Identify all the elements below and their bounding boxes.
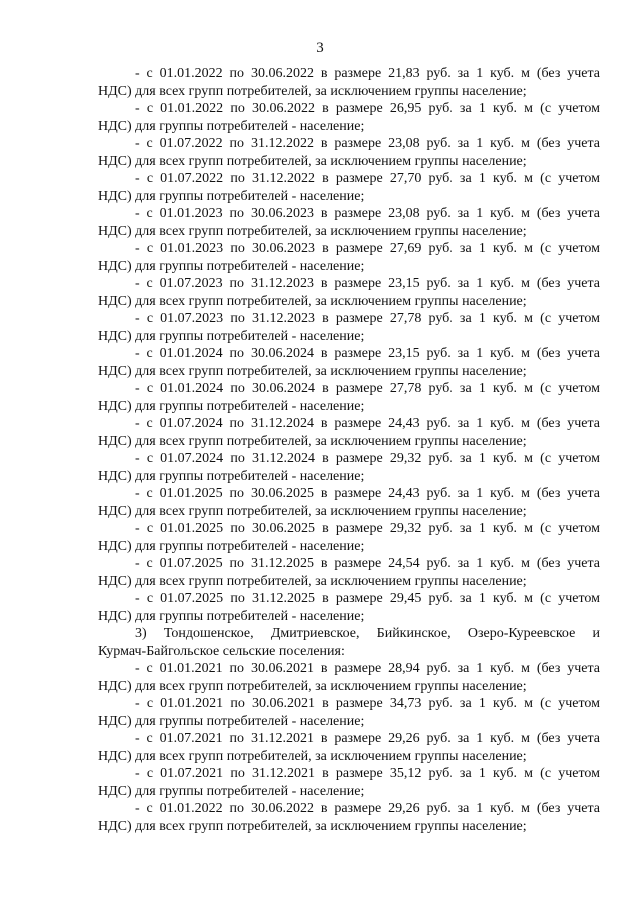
paragraph-line-first: - с 01.07.2021 по 31.12.2021 в размере 35,12 руб. за 1 куб. м (с учетом [135,766,600,781]
paragraph-line-first: 3) Тондошенское, Дмитриевское, Бийкинское, Озеро-Куреевское и [135,626,600,641]
paragraph-line-last: НДС) для группы потребителей - население; [98,538,365,554]
paragraph-line-first: - с 01.01.2022 по 30.06.2022 в размере 21,83 руб. за 1 куб. м (без учета [135,66,600,81]
paragraph-line-first: - с 01.07.2023 по 31.12.2023 в размере 23,15 руб. за 1 куб. м (без учета [135,276,600,291]
paragraph-line-first: - с 01.07.2024 по 31.12.2024 в размере 24,43 руб. за 1 куб. м (без учета [135,416,600,431]
paragraph-line-last: НДС) для группы потребителей - население; [98,328,365,344]
paragraph-line-first: - с 01.01.2021 по 30.06.2021 в размере 28,94 руб. за 1 куб. м (без учета [135,661,600,676]
paragraph-line-first: - с 01.07.2025 по 31.12.2025 в размере 29,45 руб. за 1 куб. м (с учетом [135,591,600,606]
paragraph-line-last: НДС) для группы потребителей - население; [98,188,365,204]
paragraph-line-last: НДС) для всех групп потребителей, за исключением группы население; [98,818,527,834]
paragraph-line-last: НДС) для всех групп потребителей, за исключением группы население; [98,363,527,379]
paragraph-line-last: НДС) для группы потребителей - население; [98,468,365,484]
paragraph-line-first: - с 01.07.2021 по 31.12.2021 в размере 29,26 руб. за 1 куб. м (без учета [135,731,600,746]
paragraph-line-last: НДС) для всех групп потребителей, за исключением группы население; [98,678,527,694]
paragraph-line-first: - с 01.01.2021 по 30.06.2021 в размере 34,73 руб. за 1 куб. м (с учетом [135,696,600,711]
paragraph-line-last: НДС) для всех групп потребителей, за исключением группы население; [98,433,527,449]
paragraph-line-last: Курмач-Байгольское сельские поселения: [98,643,345,659]
paragraph-line-last: НДС) для группы потребителей - население; [98,783,365,799]
paragraph-line-first: - с 01.07.2022 по 31.12.2022 в размере 23,08 руб. за 1 куб. м (без учета [135,136,600,151]
paragraph-line-first: - с 01.01.2025 по 30.06.2025 в размере 29,32 руб. за 1 куб. м (с учетом [135,521,600,536]
paragraph-line-last: НДС) для всех групп потребителей, за исключением группы население; [98,223,527,239]
paragraph-line-first: - с 01.01.2022 по 30.06.2022 в размере 29,26 руб. за 1 куб. м (без учета [135,801,600,816]
paragraph-line-first: - с 01.01.2023 по 30.06.2023 в размере 27,69 руб. за 1 куб. м (с учетом [135,241,600,256]
paragraph-line-last: НДС) для всех групп потребителей, за исключением группы население; [98,83,527,99]
paragraph-line-first: - с 01.01.2023 по 30.06.2023 в размере 23,08 руб. за 1 куб. м (без учета [135,206,600,221]
paragraph-line-first: - с 01.01.2024 по 30.06.2024 в размере 27,78 руб. за 1 куб. м (с учетом [135,381,600,396]
paragraph-line-last: НДС) для всех групп потребителей, за исключением группы население; [98,748,527,764]
paragraph-line-last: НДС) для всех групп потребителей, за исключением группы население; [98,503,527,519]
paragraph-line-last: НДС) для группы потребителей - население; [98,258,365,274]
paragraph-line-last: НДС) для всех групп потребителей, за исключением группы население; [98,293,527,309]
paragraph-line-last: НДС) для группы потребителей - население; [98,713,365,729]
page-number: 3 [316,40,324,56]
paragraph-line-first: - с 01.01.2022 по 30.06.2022 в размере 26,95 руб. за 1 куб. м (с учетом [135,101,600,116]
paragraph-line-last: НДС) для группы потребителей - население; [98,398,365,414]
paragraph-line-first: - с 01.07.2023 по 31.12.2023 в размере 27,78 руб. за 1 куб. м (с учетом [135,311,600,326]
paragraph-line-first: - с 01.07.2022 по 31.12.2022 в размере 27,70 руб. за 1 куб. м (с учетом [135,171,600,186]
paragraph-line-last: НДС) для группы потребителей - население; [98,608,365,624]
paragraph-line-last: НДС) для всех групп потребителей, за исключением группы население; [98,153,527,169]
paragraph-line-last: НДС) для группы потребителей - население; [98,118,365,134]
document-body [98,65,600,835]
paragraph-line-last: НДС) для всех групп потребителей, за исключением группы население; [98,573,527,589]
paragraph-line-first: - с 01.01.2024 по 30.06.2024 в размере 23,15 руб. за 1 куб. м (без учета [135,346,600,361]
paragraph-line-first: - с 01.07.2025 по 31.12.2025 в размере 24,54 руб. за 1 куб. м (без учета [135,556,600,571]
paragraph-line-first: - с 01.01.2025 по 30.06.2025 в размере 24,43 руб. за 1 куб. м (без учета [135,486,600,501]
paragraph-line-first: - с 01.07.2024 по 31.12.2024 в размере 29,32 руб. за 1 куб. м (с учетом [135,451,600,466]
